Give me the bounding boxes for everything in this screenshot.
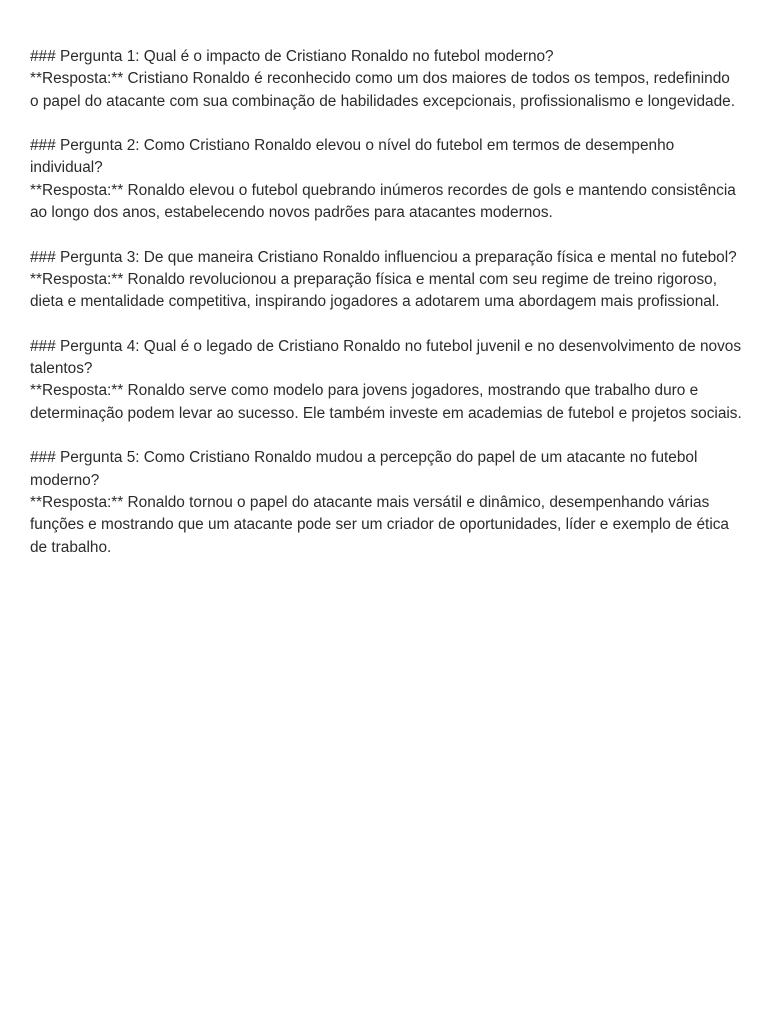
qa-block-2 bbox=[30, 135, 742, 224]
document-body bbox=[30, 46, 746, 581]
answer-text: **Resposta:** Ronaldo revolucionou a preparação física e mental com seu regime de treino rigoroso, dieta e mentalidade competitiva, inspirando jogadores a adotarem uma abordagem mais profissional. bbox=[30, 270, 722, 311]
answer-text: **Resposta:** Ronaldo elevou o futebol quebrando inúmeros recordes de gols e mantendo consistência ao longo dos anos, estabelecendo novos padrões para atacantes modernos. bbox=[30, 181, 741, 222]
qa-block-1 bbox=[30, 46, 742, 113]
answer-text: **Resposta:** Ronaldo tornou o papel do atacante mais versátil e dinâmico, desempenhando várias funções e mostrando que um atacante pode ser um criador de oportunidades, líder e exemplo de ética de trabalho. bbox=[30, 493, 734, 556]
question-text: ### Pergunta 2: Como Cristiano Ronaldo elevou o nível do futebol em termos de desempenho individual? bbox=[30, 137, 679, 177]
qa-block-4 bbox=[30, 336, 746, 425]
qa-block-5 bbox=[30, 447, 742, 558]
answer-text: **Resposta:** Ronaldo serve como modelo para jovens jogadores, mostrando que trabalho duro e determinação podem levar ao sucesso. Ele também investe em academias de futebol e projetos sociais. bbox=[30, 382, 742, 422]
question-text: ### Pergunta 5: Como Cristiano Ronaldo mudou a percepção do papel de um atacante no futebol moderno? bbox=[30, 449, 702, 489]
question-text: ### Pergunta 1: Qual é o impacto de Cristiano Ronaldo no futebol moderno? bbox=[30, 48, 554, 65]
qa-block-3 bbox=[30, 247, 742, 314]
question-text: ### Pergunta 4: Qual é o legado de Cristiano Ronaldo no futebol juvenil e no desenvolvimento de novos talentos? bbox=[30, 337, 746, 378]
answer-text: **Resposta:** Cristiano Ronaldo é reconhecido como um dos maiores de todos os tempos, redefinindo o papel do atacante com sua combinação de habilidades excepcionais, profissionalismo e longevidade. bbox=[30, 70, 736, 110]
question-text: ### Pergunta 3: De que maneira Cristiano Ronaldo influenciou a preparação física e mental no futebol? bbox=[30, 248, 737, 266]
